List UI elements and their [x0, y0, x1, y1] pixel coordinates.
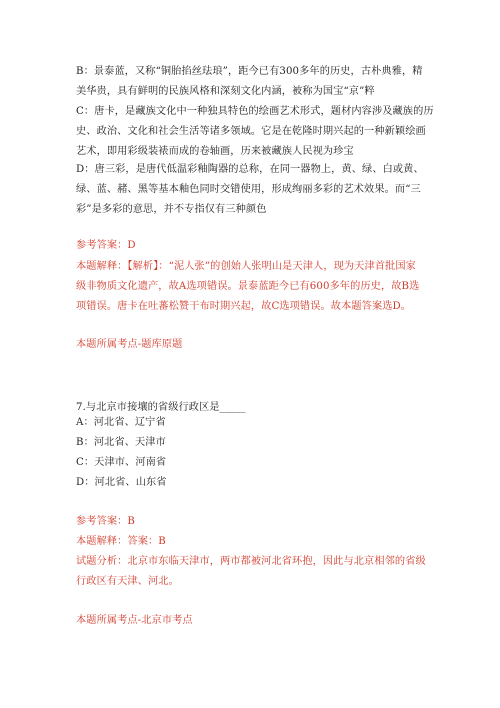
q7-category	[76, 611, 436, 631]
option-d-paragraph	[76, 160, 436, 220]
q6-analysis-line-3: 项错误。唐卡在吐蕃松赞干布时期兴起，故C选项错误。故本题答案选D。	[76, 301, 412, 312]
option-d-line-1: D：唐三彩，是唐代低温彩釉陶器的总称，在同一器物上，黄、绿、白或黄、	[76, 164, 424, 175]
option-c-paragraph	[76, 102, 436, 162]
q6-category	[76, 335, 436, 355]
q7-analysis-line-2: 行政区有天津、河北。	[76, 576, 179, 587]
q6-answer-text: 参考答案：D	[76, 240, 136, 251]
q7-analysis-line-1: 试题分析：北京市东临天津市，两市都被河北省环抱，因此与北京相邻的省级	[76, 556, 426, 567]
option-b-line-1: B：景泰蓝，又称“铜胎掐丝珐琅”，距今已有300多年的历史，古朴典雅，精	[76, 66, 423, 77]
q7-analysis	[76, 552, 436, 592]
q7-option-a: A：河北省、辽宁省	[76, 417, 166, 428]
option-c-line-2: 史、政治、文化和社会生活等诸多领域。它是在乾隆时期兴起的一种新颖绘画	[76, 126, 426, 137]
q7-answer-text: 参考答案：B	[76, 516, 136, 527]
q7-question-text: 7.与北京市接壤的省级行政区是_____	[76, 402, 246, 413]
q6-analysis-line-1: 本题解释：【解析】：“泥人张”的创始人张明山是天津人，现为天津首批国家	[76, 261, 416, 272]
option-c-line-3: 艺术，即用彩级装裱而成的卷轴画，历来被藏族人民视为珍宝	[76, 146, 354, 157]
q7-analysis-label-text: 本题解释：答案：B	[76, 536, 166, 547]
q6-analysis-line-2: 级非物质文化遗产，故A选项错误。景泰蓝距今已有600多年的历史，故B选	[76, 281, 420, 292]
q6-analysis	[76, 257, 436, 317]
option-b-paragraph	[76, 62, 436, 102]
option-b-line-2: 美华贵，具有鲜明的民族风格和深刻文化内涵，被称为国宝“京”粹	[76, 86, 375, 97]
q7-category-text: 本题所属考点-北京市考点	[76, 615, 193, 626]
option-d-line-2: 绿、蓝、赭、黑等基本釉色同时交错使用，形成绚丽多彩的艺术效果。而“三	[76, 184, 421, 195]
q7-option-b: B：河北省、天津市	[76, 437, 166, 448]
q7-options	[76, 413, 436, 493]
option-c-line-1: C：唐卡，是藏族文化中一种独具特色的绘画艺术形式，题材内容涉及藏族的历	[76, 106, 434, 117]
q7-option-c: C：天津市、河南省	[76, 457, 167, 468]
option-d-line-3: 彩”是多彩的意思，并不专指仅有三种颜色	[76, 204, 267, 215]
q7-option-d: D：河北省、山东省	[76, 477, 167, 488]
q7-answer	[76, 512, 436, 532]
q6-category-text: 本题所属考点-题库原题	[76, 339, 183, 350]
q6-answer	[76, 236, 436, 256]
q7-analysis-label	[76, 532, 436, 552]
